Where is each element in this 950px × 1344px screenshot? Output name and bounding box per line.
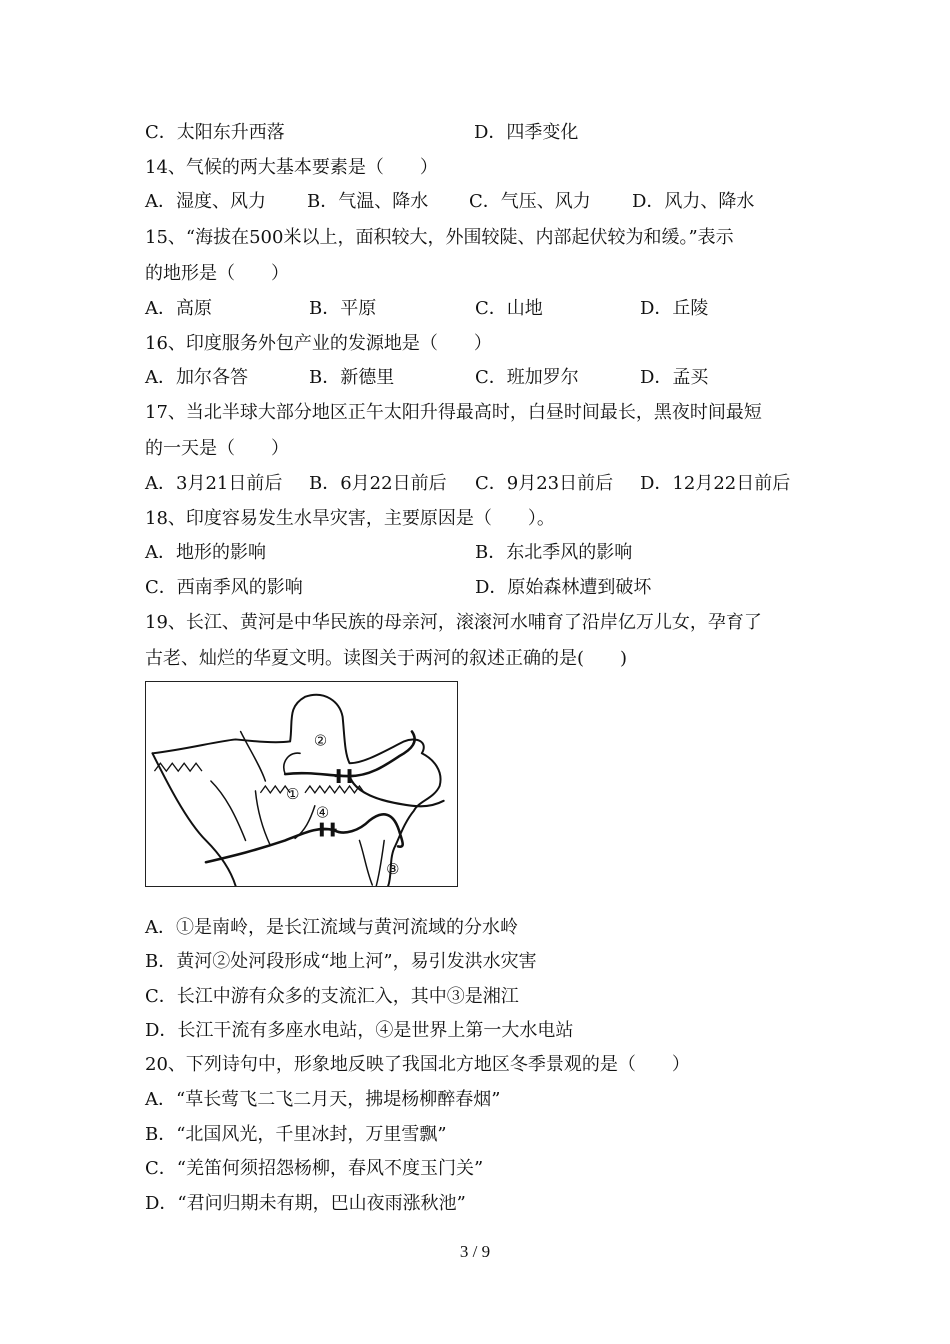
q18-option-b: B．东北季风的影响	[475, 542, 633, 563]
q20-option-c: C．“羌笛何须招怨杨柳，春风不度玉门关”	[145, 1158, 484, 1179]
q17-option-d: D．12月22日前后	[640, 473, 791, 494]
q17-option-b: B．6月22日前后	[309, 473, 447, 494]
map-label-1: ①	[286, 784, 300, 803]
q19-option-d: D．长江干流有多座水电站，④是世界上第一大水电站	[145, 1020, 574, 1041]
q19-option-a: A．①是南岭，是长江流域与黄河流域的分水岭	[145, 917, 518, 938]
q17-stem-line2: 的一天是（ ）	[145, 438, 289, 459]
q14-option-d: D．风力、降水	[632, 191, 755, 212]
q19-stem-line1: 19、长江、黄河是中华民族的母亲河，滚滚河水哺育了沿岸亿万儿女，孕育了	[145, 612, 762, 633]
q19-option-c: C．长江中游有众多的支流汇入，其中③是湘江	[145, 986, 519, 1007]
q13-option-c: C．太阳东升西落	[145, 122, 285, 143]
q15-stem-line2: 的地形是（ ）	[145, 263, 289, 284]
q20-stem: 20、下列诗句中，形象地反映了我国北方地区冬季景观的是（ ）	[145, 1054, 690, 1075]
q20-option-a: A．“草长莺飞二飞二月天，拂堤杨柳醉春烟”	[145, 1089, 501, 1110]
rivers-map-figure	[145, 681, 458, 887]
page-number: 3 / 9	[459, 1242, 491, 1261]
q14-option-c: C．气压、风力	[469, 191, 591, 212]
q16-option-b: B．新德里	[309, 367, 395, 388]
q14-stem: 14、气候的两大基本要素是（ ）	[145, 157, 438, 178]
q20-option-d: D．“君问归期未有期，巴山夜雨涨秋池”	[145, 1193, 466, 1214]
map-label-4: ④	[315, 803, 330, 822]
q18-option-a: A．地形的影响	[145, 542, 266, 563]
q16-option-d: D．孟买	[640, 367, 709, 388]
q15-stem-line1: 15、“海拔在500米以上，面积较大，外围较陡、内部起伏较为和缓。”表示	[145, 227, 734, 248]
q16-option-c: C．班加罗尔	[475, 367, 579, 388]
q16-option-a: A．加尔各答	[145, 367, 248, 388]
q15-option-c: C．山地	[475, 298, 543, 319]
q18-option-d: D．原始森林遭到破坏	[475, 577, 652, 598]
q15-option-d: D．丘陵	[640, 298, 709, 319]
q14-option-a: A．湿度、风力	[145, 191, 266, 212]
map-label-2: ②	[313, 731, 328, 750]
q19-stem-line2: 古老、灿烂的华夏文明。读图关于两河的叙述正确的是( )	[145, 648, 628, 669]
q19-option-b: B．黄河②处河段形成“地上河”，易引发洪水灾害	[145, 951, 537, 972]
q14-option-b: B．气温、降水	[307, 191, 429, 212]
q16-stem: 16、印度服务外包产业的发源地是（ ）	[145, 333, 492, 354]
q18-option-c: C．西南季风的影响	[145, 577, 303, 598]
q18-stem: 18、印度容易发生水旱灾害，主要原因是（ ）。	[145, 508, 555, 529]
q20-option-b: B．“北国风光，千里冰封，万里雪飘”	[145, 1124, 447, 1145]
q13-option-d: D．四季变化	[474, 122, 579, 143]
rivers-map-svg	[146, 682, 457, 886]
q17-option-c: C．9月23日前后	[475, 473, 614, 494]
map-label-3: ③	[386, 860, 400, 879]
q15-option-a: A．高原	[145, 298, 212, 319]
q17-stem-line1: 17、当北半球大部分地区正午太阳升得最高时，白昼时间最长，黑夜时间最短	[145, 402, 762, 423]
q15-option-b: B．平原	[309, 298, 377, 319]
q17-option-a: A．3月21日前后	[145, 473, 283, 494]
